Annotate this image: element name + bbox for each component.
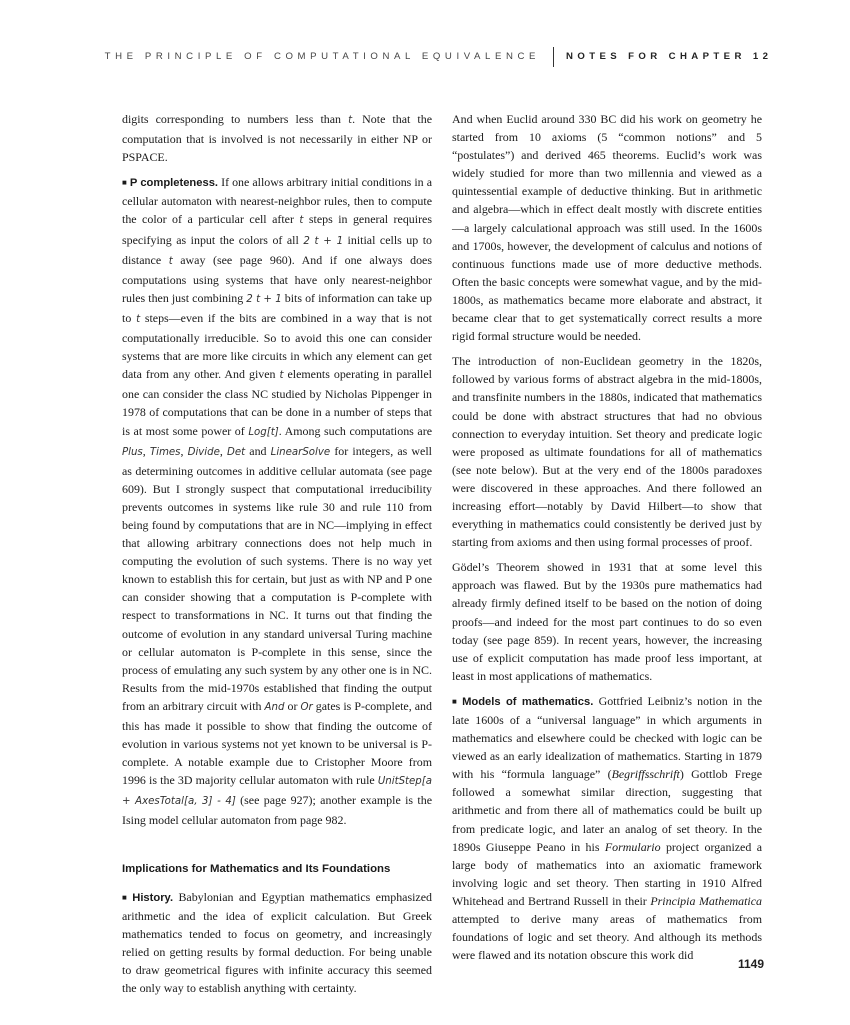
note-lead: P completeness. bbox=[129, 177, 219, 190]
header-divider bbox=[553, 47, 554, 67]
bullet-icon: ■ bbox=[122, 178, 127, 188]
bullet-icon: ■ bbox=[452, 696, 460, 706]
math-expression: And bbox=[264, 701, 285, 713]
left-column bbox=[122, 110, 432, 1004]
paragraph: digits corresponding to numbers less than t. Note that the computation that is involved is not necessarily in either NP or PSPACE. bbox=[122, 112, 432, 165]
page-number: 1149 bbox=[737, 957, 764, 971]
math-expression: Log[t] bbox=[248, 426, 279, 438]
math-expression: UnitStep[a + AxesTotal[a, 3] - 4] bbox=[122, 776, 432, 808]
math-expression: 2 t + 1 bbox=[246, 293, 282, 305]
bullet-icon: ■ bbox=[122, 892, 130, 902]
right-column bbox=[452, 110, 762, 971]
math-expression: Divide bbox=[187, 446, 220, 458]
math-expression: t bbox=[279, 370, 284, 382]
note-lead: History. bbox=[132, 891, 174, 904]
italic-title: Formulario bbox=[604, 839, 661, 854]
paragraph-models-of-mathematics: ■ Models of mathematics. Gottfried Leibniz’s notion in the late 1600s of a “universal language” in which arguments in mathematics and elsewhere could be checked with logic can be viewed as an early idealization of mathematics. Starting in 1879 with his “formula language” (Begriffsschrift) Gottlob Frege followed a somewhat similar direction, suggesting that arithmetic and from there all of mathematics could be built up from predicate logic, and later an analog of set theory. In the 1890s Giuseppe Peano in his Formulario project organized a large body of mathematics into an axiomatic framework involving logic and set theory. Then starting in 1910 Alfred Whitehead and Bertrand Russell in their Principia Mathematica attempted to derive many areas of mathematics from foundations of logic and set theory. And although its methods were flawed and its notation obscure this work did bbox=[452, 693, 763, 963]
running-head bbox=[0, 49, 850, 65]
math-expression: Times bbox=[149, 446, 181, 458]
math-expression: t bbox=[168, 255, 173, 267]
math-expression: t bbox=[348, 115, 353, 126]
math-expression: Det bbox=[227, 446, 246, 458]
paragraph: Gödel’s Theorem showed in 1931 that at some level this approach was flawed. But by the 1930s pure mathematics had already firmly defined itself to be based on the notion of doing proofs—and indeed for the most part continues to do so even today (see page 859). In recent years, however, the increasing use of explicit computation has made proof less important, at least in most applications of mathematics. bbox=[452, 560, 762, 683]
math-expression: 2 t + 1 bbox=[303, 235, 344, 247]
paragraph: The introduction of non-Euclidean geometry in the 1820s, followed by various forms of abstract algebra in the mid-1800s, and transfinite numbers in the 1880s, indicated that mathematics could be done with abstract structures that had no obvious connection to everyday intuition. Set theory and predicate logic were proposed as ultimate foundations for all of mathematics (see note below). But at the very end of the 1800s paradoxes were discovered in these approaches. And there followed an increasing effort—notably by David Hilbert—to show that everything in mathematics could consistently be derived just by starting from axioms and then using formal processes of proof. bbox=[452, 354, 762, 550]
section-heading: Implications for Mathematics and Its Foundations bbox=[122, 862, 391, 875]
note-lead: Models of mathematics. bbox=[462, 695, 594, 708]
italic-title: Principia Mathematica bbox=[650, 893, 762, 908]
book-title: THE PRINCIPLE OF COMPUTATIONAL EQUIVALENCE bbox=[104, 51, 540, 62]
math-expression: Or bbox=[300, 701, 313, 713]
paragraph-history: ■ History. Babylonian and Egyptian mathematics emphasized arithmetic and the idea of explicit calculation. But Greek mathematics tended to focus on geometry, and increasingly relied on getting results by formal deduction. For being unable to draw geometrical figures with infinite accuracy this seemed the only way to establish anything with certainty. bbox=[122, 889, 432, 996]
paragraph-p-completeness: ■ P completeness. If one allows arbitrary initial conditions in a cellular automaton with nearest-neighbor rules, then to compute the color of a particular cell after t steps in general requires specifying as input the colors of all 2 t + 1 initial cells up to distance t away (see page 960). And if one always does computations using systems that have only nearest-neighbor rules then just combining 2 t + 1 bits of information can take up to t steps—even if the bits are combined in a way that is not computationally irreducible. So to avoid this one can consider systems that are more like circuits in which any element can get data from any other. And given t elements operating in parallel one can consider the class NC studied by Nicholas Pippenger in 1978 of computations that can be done in a number of steps that is at most some power of Log[t]. Among such computations are Plus, Times, Divide, Det and LinearSolve for integers, as well as determining outcomes in additive cellular automata (see page 609). But I strongly suspect that computational irreducibility prevents outcomes in systems like rule 30 and rule 110 from being found by computations that are in NC—implying in effect that allowing arbitrary connections does not help much in computing the evolution of such systems. There is no way yet known to establish this for certain, but just as with NP and P one can consider showing that a computation is P-complete with respect to transformations in NC. It turns out that finding the outcome of evolution in any standard universal Turing machine or cellular automaton is P-complete in this sense, since the process of emulating any such system by any other one is in NC. Results from the mid-1970s established that finding the output from an arbitrary circuit with And or Or gates is P-complete, and this has made it possible to show that finding the outcome of evolution in various systems not yet known to be universal is P-complete. A notable example due to Cristopher Moore from 1996 is the 3D majority cellular automaton with rule UnitStep[a + AxesTotal[a, 3] - 4] (see page 927); another example is the Ising model cellular automaton from page 982. bbox=[122, 175, 433, 828]
math-expression: t bbox=[136, 313, 141, 325]
math-expression: LinearSolve bbox=[270, 446, 331, 458]
italic-title: Begriffsschrift bbox=[611, 767, 680, 782]
math-expression: t bbox=[299, 215, 304, 227]
paragraph: And when Euclid around 330 BC did his work on geometry he started from 10 axioms (5 “common notions” and 5 “postulates”) and derived 465 theorems. Euclid’s work was widely studied for more than two millennia and viewed as a quintessential example of deductive thinking. But in arithmetic and algebra—which in effect dealt mostly with discrete entities—a largely calculational approach was still used. In the 1600s and 1700s, however, the development of calculus and notions of continuous functions made use of more deductive methods. Often the basic concepts were somewhat vague, and by the mid-1800s, as mathematics became more elaborate and abstract, it became clear that to get systematically correct results a more rigid formal structure would be needed. bbox=[452, 112, 762, 344]
math-expression: Plus bbox=[122, 446, 143, 458]
section-title: NOTES FOR CHAPTER 12 bbox=[566, 51, 773, 62]
